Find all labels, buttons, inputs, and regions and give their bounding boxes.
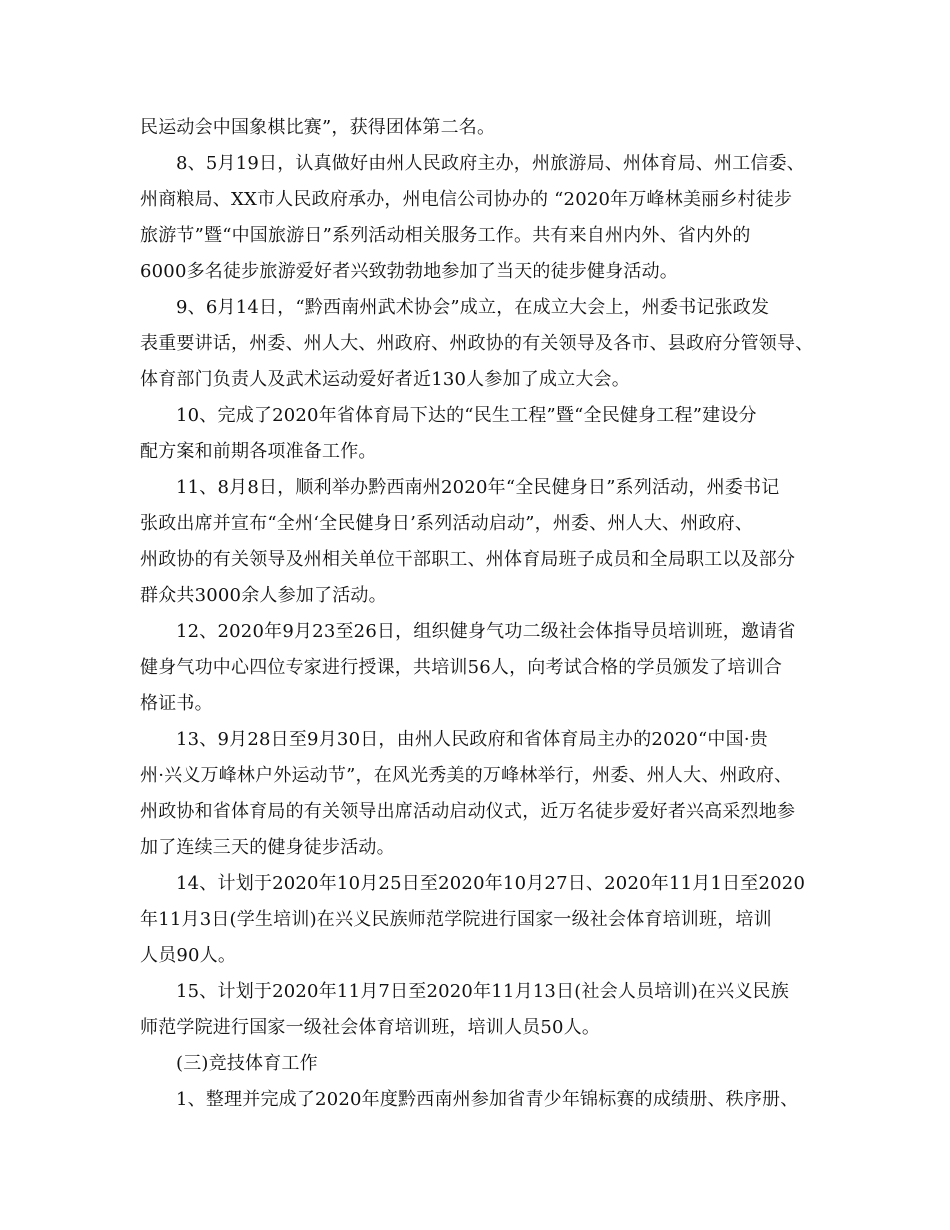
text-line: 旅游节”暨“中国旅游日”系列活动相关服务工作。共有来自州内外、省内外的 [140, 225, 751, 246]
text-line: 13、9月28日至9月30日，由州人民政府和省体育局主办的2020“中国·贵 [176, 729, 768, 750]
text-line: 人员90人。 [140, 945, 237, 966]
text-line: 州政协的有关领导及州相关单位干部职工、州体育局班子成员和全局职工以及部分 [140, 549, 796, 570]
text-line: 体育部门负责人及武术运动爱好者近130人参加了成立大会。 [140, 369, 630, 390]
text-line: 表重要讲话，州委、州人大、州政府、州政协的有关领导及各市、县政府分管领导、 [140, 333, 814, 354]
text-line: 州·兴义万峰林户外运动节”，在风光秀美的万峰林举行，州委、州人大、州政府、 [140, 765, 793, 786]
text-line: 15、计划于2020年11月7日至2020年11月13日(社会人员培训)在兴义民族 [176, 981, 789, 1002]
text-line: 年11月3日(学生培训)在兴义民族师范学院进行国家一级社会体育培训班，培训 [140, 909, 772, 930]
text-line: 14、计划于2020年10月25日至2020年10月27日、2020年11月1日至2020 [176, 873, 806, 894]
text-line: 10、完成了2020年省体育局下达的“民生工程”暨“全民健身工程”建设分 [176, 405, 757, 426]
text-line: 民运动会中国象棋比赛”，获得团体第二名。 [140, 117, 496, 138]
text-line: 群众共3000余人参加了活动。 [140, 585, 387, 606]
text-line: 张政出席并宣布“全州‘全民健身日’系列活动启动”，州委、州人大、州政府、 [140, 513, 754, 534]
text-line: 11、8月8日，顺利举办黔西南州2020年“全民健身日”系列活动，州委书记 [176, 477, 780, 498]
text-line: 健身气功中心四位专家进行授课，共培训56人，向考试合格的学员颁发了培训合 [140, 657, 783, 678]
text-line: 州政协和省体育局的有关领导出席活动启动仪式，近万名徒步爱好者兴高采烈地参 [140, 801, 796, 822]
text-line: 州商粮局、XX市人民政府承办，州电信公司协办的 “2020年万峰林美丽乡村徒步 [140, 189, 793, 210]
text-line: 加了连续三天的健身徒步活动。 [140, 837, 395, 858]
text-line: 8、5月19日，认真做好由州人民政府主办，州旅游局、州体育局、州工信委、 [176, 153, 806, 174]
text-line: 师范学院进行国家一级社会体育培训班，培训人员50人。 [140, 1017, 601, 1038]
document-body [140, 110, 812, 1118]
text-line: 9、6月14日，“黔西南州武术协会”成立，在成立大会上，州委书记张政发 [176, 297, 770, 318]
text-line: 12、2020年9月23至26日，组织健身气功二级社会体指导员培训班，邀请省 [176, 621, 796, 642]
text-line: 6000多名徒步旅游爱好者兴致勃勃地参加了当天的徒步健身活动。 [140, 261, 679, 282]
text-line: 格证书。 [140, 693, 213, 714]
text-line: 1、整理并完成了2020年度黔西南州参加省青少年锦标赛的成绩册、秩序册、 [176, 1089, 799, 1110]
section-heading: (三)竞技体育工作 [176, 1053, 318, 1074]
text-line: 配方案和前期各项准备工作。 [140, 441, 377, 462]
